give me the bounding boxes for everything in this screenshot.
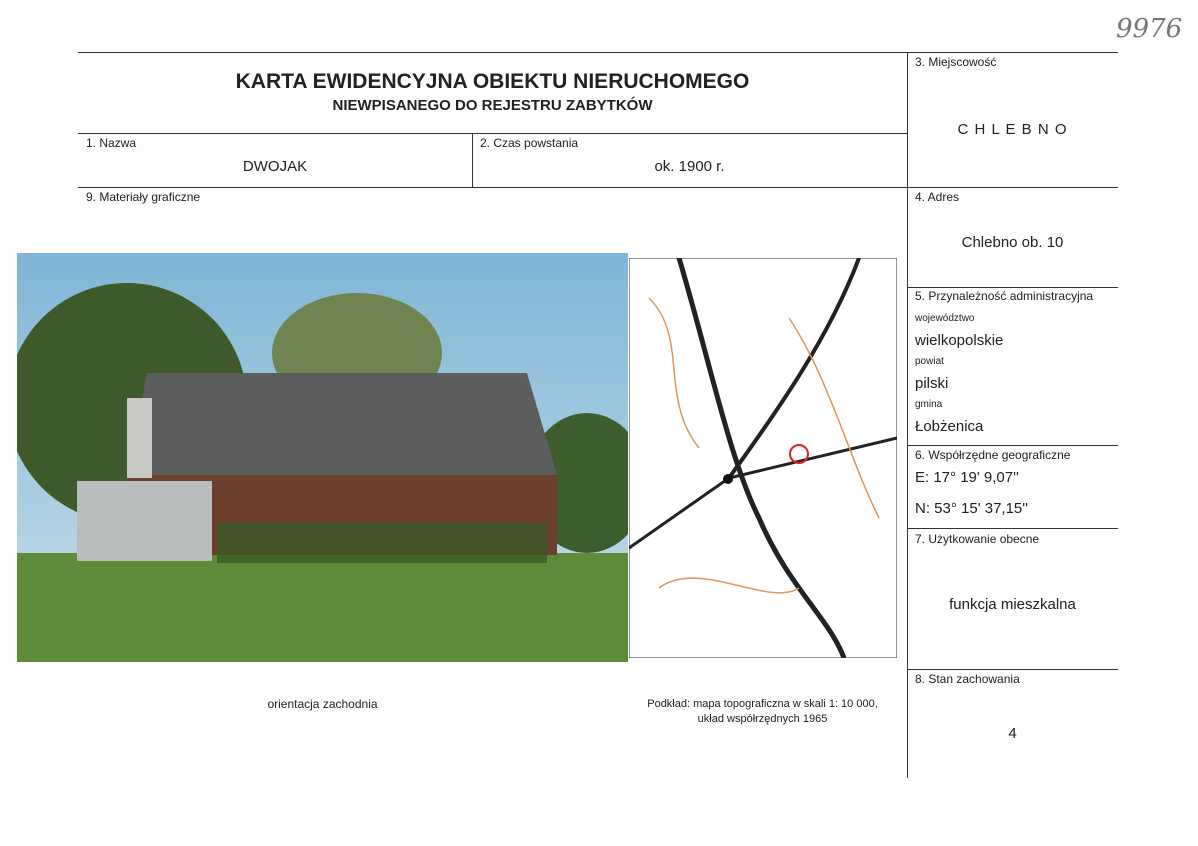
divider — [907, 528, 1118, 529]
name-label: 1. Nazwa — [86, 136, 137, 150]
divider — [78, 187, 1118, 188]
county-value: pilski — [915, 375, 949, 392]
divider — [78, 52, 1118, 53]
inventory-number: 9976 — [1116, 14, 1183, 44]
page-subtitle: NIEWPISANEGO DO REJESTRU ZABYTKÓW — [332, 97, 653, 114]
address-value: Chlebno ob. 10 — [961, 234, 1064, 251]
date-value: ok. 1900 r. — [654, 158, 725, 175]
photo-caption: orientacja zachodnia — [267, 697, 378, 711]
name-value: DWOJAK — [242, 158, 308, 175]
divider — [78, 133, 907, 134]
address-label: 4. Adres — [915, 190, 960, 204]
admin-label: 5. Przynależność administracyjna — [915, 289, 1094, 303]
page-title: KARTA EWIDENCYJNA OBIEKTU NIERUCHOMEGO — [235, 70, 750, 93]
graphics-label: 9. Materiały graficzne — [86, 190, 201, 204]
locality-label: 3. Miejscowość — [915, 55, 997, 69]
commune-value: Łobżenica — [915, 418, 984, 435]
map-caption-line1: Podkład: mapa topograficzna w skali 1: 10 000, — [647, 698, 878, 710]
coords-label: 6. Współrzędne geograficzne — [915, 448, 1071, 462]
map-caption-line2: układ współrzędnych 1965 — [697, 713, 828, 725]
use-value: funkcja mieszkalna — [949, 596, 1076, 613]
locality-value: C H L E B N O — [957, 121, 1068, 138]
voivodeship-label: województwo — [915, 313, 975, 324]
divider — [907, 445, 1118, 446]
topographic-map — [629, 258, 897, 658]
coords-n: N: 53° 15' 37,15'' — [915, 500, 1028, 517]
condition-value: 4 — [1008, 725, 1017, 742]
voivodeship-value: wielkopolskie — [915, 332, 1004, 349]
building-photo — [17, 253, 628, 662]
county-label: powiat — [915, 356, 944, 367]
date-label: 2. Czas powstania — [480, 136, 579, 150]
divider — [907, 669, 1118, 670]
divider — [907, 287, 1118, 288]
condition-label: 8. Stan zachowania — [915, 672, 1020, 686]
use-label: 7. Użytkowanie obecne — [915, 532, 1040, 546]
commune-label: gmina — [915, 399, 943, 410]
coords-e: E: 17° 19' 9,07'' — [915, 469, 1019, 486]
